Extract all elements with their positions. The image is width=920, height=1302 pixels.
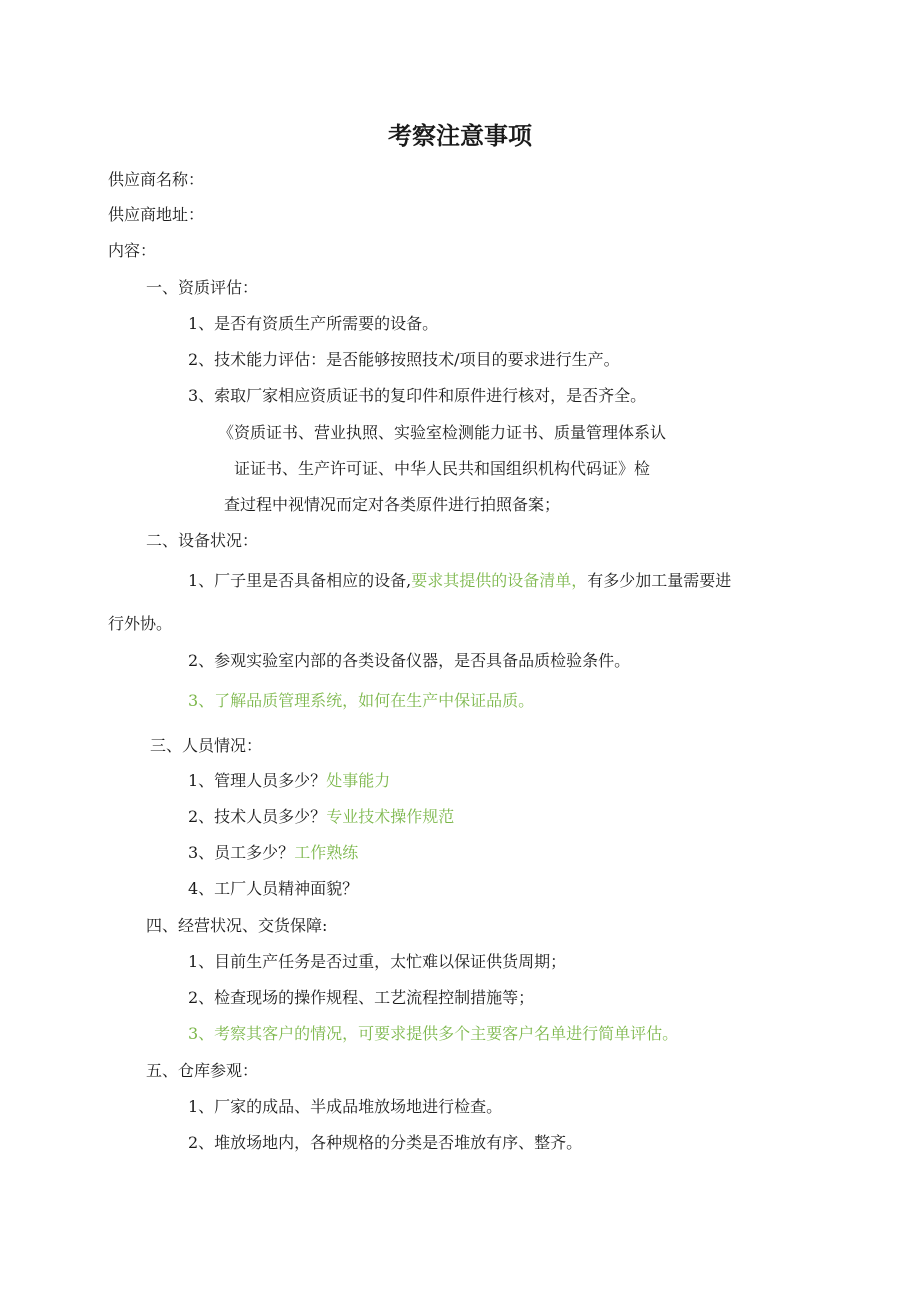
section-2-item-1-text-cont: 有多少加工量需要进	[587, 571, 732, 590]
section-5-item-2: 2、堆放场地内，各种规格的分类是否堆放有序、整齐。	[188, 1133, 583, 1152]
section-3-item-1-highlight: 处事能力	[326, 771, 391, 790]
section-2-item-1	[188, 571, 731, 591]
section-1-item-1: 1、是否有资质生产所需要的设备。	[188, 314, 439, 333]
section-3-item-3-highlight: 工作熟练	[294, 843, 359, 862]
section-2-item-3: 3、了解品质管理系统，如何在生产中保证品质。	[188, 691, 535, 710]
section-1-item-3-detail-2: 证证书、生产许可证、中华人民共和国组织机构代码证》检	[234, 459, 651, 478]
section-2-item-1-wrap: 行外协。	[108, 614, 173, 633]
section-3-item-1	[188, 771, 390, 791]
section-3-item-4: 4、工厂人员精神面貌？	[188, 879, 359, 898]
section-3-heading: 三、人员情况：	[150, 736, 263, 755]
section-3-item-3-text: 3、员工多少？	[188, 843, 295, 862]
section-1-item-3-detail-3: 查过程中视情况而定对各类原件进行拍照备案；	[224, 495, 561, 514]
supplier-name-label: 供应商名称：	[108, 170, 205, 189]
section-2-item-1-highlight: 要求其提供的设备清单，	[411, 571, 588, 590]
section-1-item-3: 3、索取厂家相应资质证书的复印件和原件进行核对，是否齐全。	[188, 386, 647, 405]
section-1-heading: 一、资质评估：	[146, 278, 259, 297]
section-1-item-2: 2、技术能力评估：是否能够按照技术/项目的要求进行生产。	[188, 350, 620, 369]
section-3-item-2-highlight: 专业技术操作规范	[326, 807, 455, 826]
section-5-heading: 五、仓库参观：	[146, 1061, 259, 1080]
section-2-item-2: 2、参观实验室内部的各类设备仪器，是否具备品质检验条件。	[188, 651, 631, 670]
section-3-item-2	[188, 807, 454, 827]
section-5-item-1: 1、厂家的成品、半成品堆放场地进行检查。	[188, 1097, 503, 1116]
section-3-item-3	[188, 843, 358, 863]
section-2-heading: 二、设备状况：	[146, 531, 259, 550]
section-1-item-3-detail-1: 《资质证书、营业执照、实验室检测能力证书、质量管理体系认	[218, 423, 667, 442]
section-4-item-2: 2、检查现场的操作规程、工艺流程控制措施等；	[188, 988, 535, 1007]
section-3-item-1-text: 1、管理人员多少？	[188, 771, 327, 790]
section-4-item-3: 3、考察其客户的情况，可要求提供多个主要客户名单进行简单评估。	[188, 1024, 679, 1043]
section-4-item-1: 1、目前生产任务是否过重，太忙难以保证供货周期；	[188, 952, 567, 971]
document-title: 考察注意事项	[388, 121, 532, 150]
section-2-item-1-text: 1、厂子里是否具备相应的设备,	[188, 571, 412, 590]
section-3-item-2-text: 2、技术人员多少？	[188, 807, 327, 826]
content-label: 内容：	[108, 241, 157, 260]
supplier-address-label: 供应商地址：	[108, 205, 205, 224]
section-4-heading: 四、经营状况、交货保障:	[146, 916, 328, 935]
